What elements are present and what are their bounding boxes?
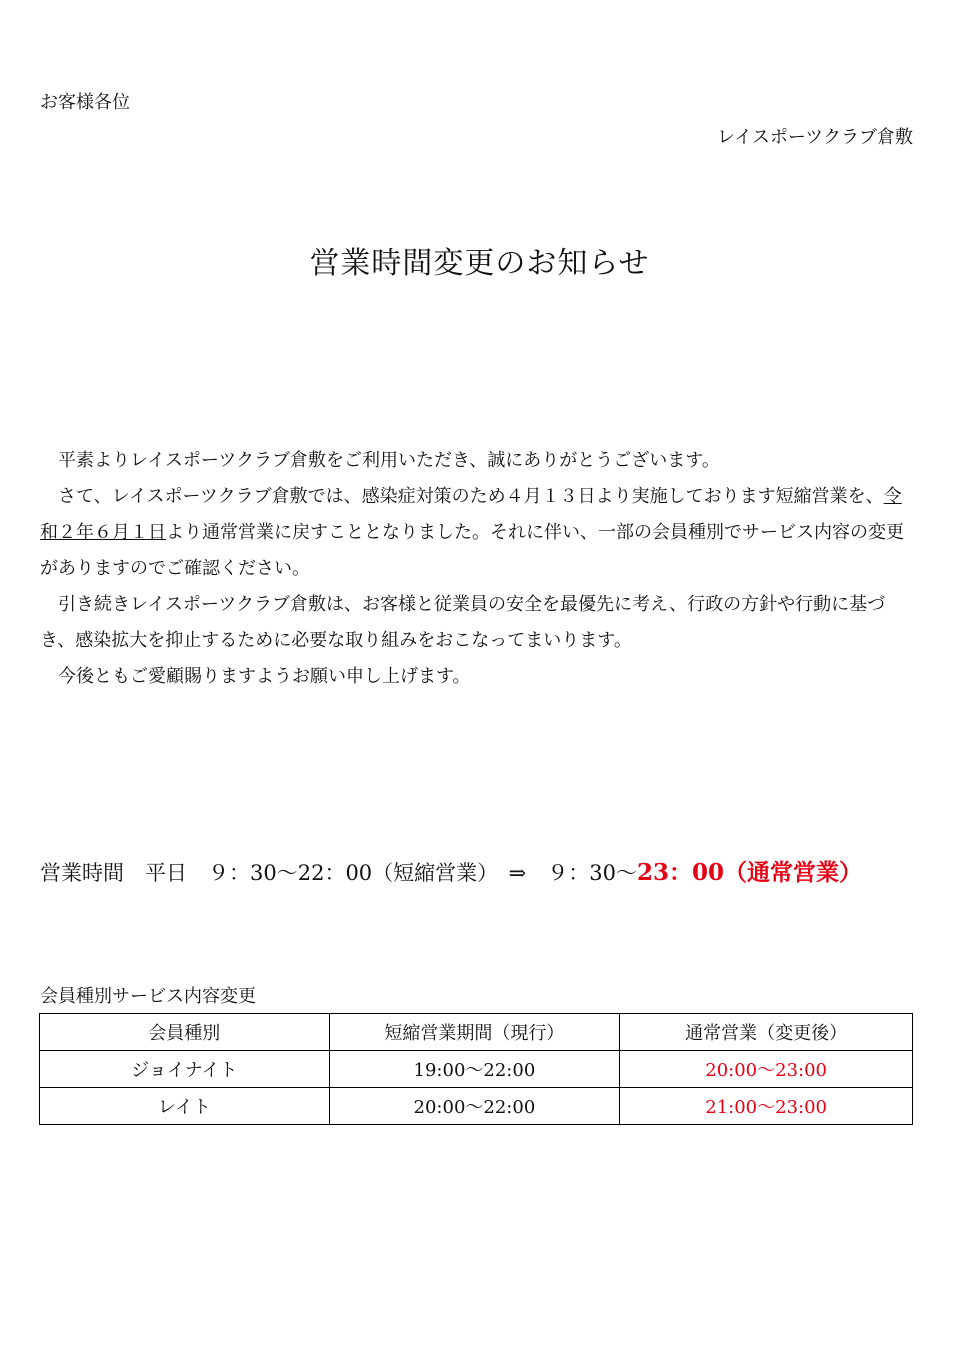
notice-body xyxy=(40,443,914,695)
notice-title: 営業時間変更のお知らせ xyxy=(309,246,650,281)
resume-date: 令和２年６月１日 xyxy=(40,486,902,543)
business-hours xyxy=(40,854,862,887)
new-hours-cell: 20:00～23:00 xyxy=(620,1051,913,1088)
new-hours-cell: 21:00～23:00 xyxy=(620,1088,913,1125)
sender-name: レイスポーツクラブ倉敷 xyxy=(716,127,913,148)
body-paragraph-greeting: 平素よりレイスポーツクラブ倉敷をご利用いただき、誠にありがとうございます。 xyxy=(58,450,720,471)
current-hours-cell: 20:00～22:00 xyxy=(329,1088,620,1125)
business-hours-new-close: 23：00（通常営業） xyxy=(636,859,862,886)
header-membership-type: 会員種別 xyxy=(40,1014,330,1051)
membership-type-cell: ジョイナイト xyxy=(40,1051,330,1088)
table-row xyxy=(40,1088,913,1125)
table-row xyxy=(40,1051,913,1088)
membership-type-cell: レイト xyxy=(40,1088,330,1125)
header-current-hours: 短縮営業期間（現行） xyxy=(329,1014,620,1051)
body-paragraph-safety: 引き続きレイスポーツクラブ倉敷は、お客様と従業員の安全を最優先に考え、行政の方針や行動に基づき、感染拡大を抑止するために必要な取り組みをおこなってまいります。 xyxy=(40,594,886,651)
header-new-hours: 通常営業（変更後） xyxy=(620,1014,913,1051)
service-table xyxy=(39,1013,913,1125)
current-hours-cell: 19:00～22:00 xyxy=(329,1051,620,1088)
business-hours-label: 営業時間 平日 ９：30～22：00（短縮営業） ⇒ ９：30～ xyxy=(40,861,637,885)
body-paragraph-announcement xyxy=(40,479,914,587)
body-paragraph-closing: 今後ともご愛顧賜りますようお願い申し上げます。 xyxy=(58,666,471,687)
table-header-row xyxy=(40,1014,913,1051)
table-caption: 会員種別サービス内容変更 xyxy=(40,986,256,1007)
addressee: お客様各位 xyxy=(40,92,130,113)
announcement-text-before: さて、レイスポーツクラブ倉敷では、感染症対策のため４月１３日より実施しております短縮営業を、 xyxy=(58,486,884,507)
announcement-text-after: より通常営業に戻すこととなりました。それに伴い、一部の会員種別でサービス内容の変更がありますのでご確認ください。 xyxy=(40,522,904,579)
